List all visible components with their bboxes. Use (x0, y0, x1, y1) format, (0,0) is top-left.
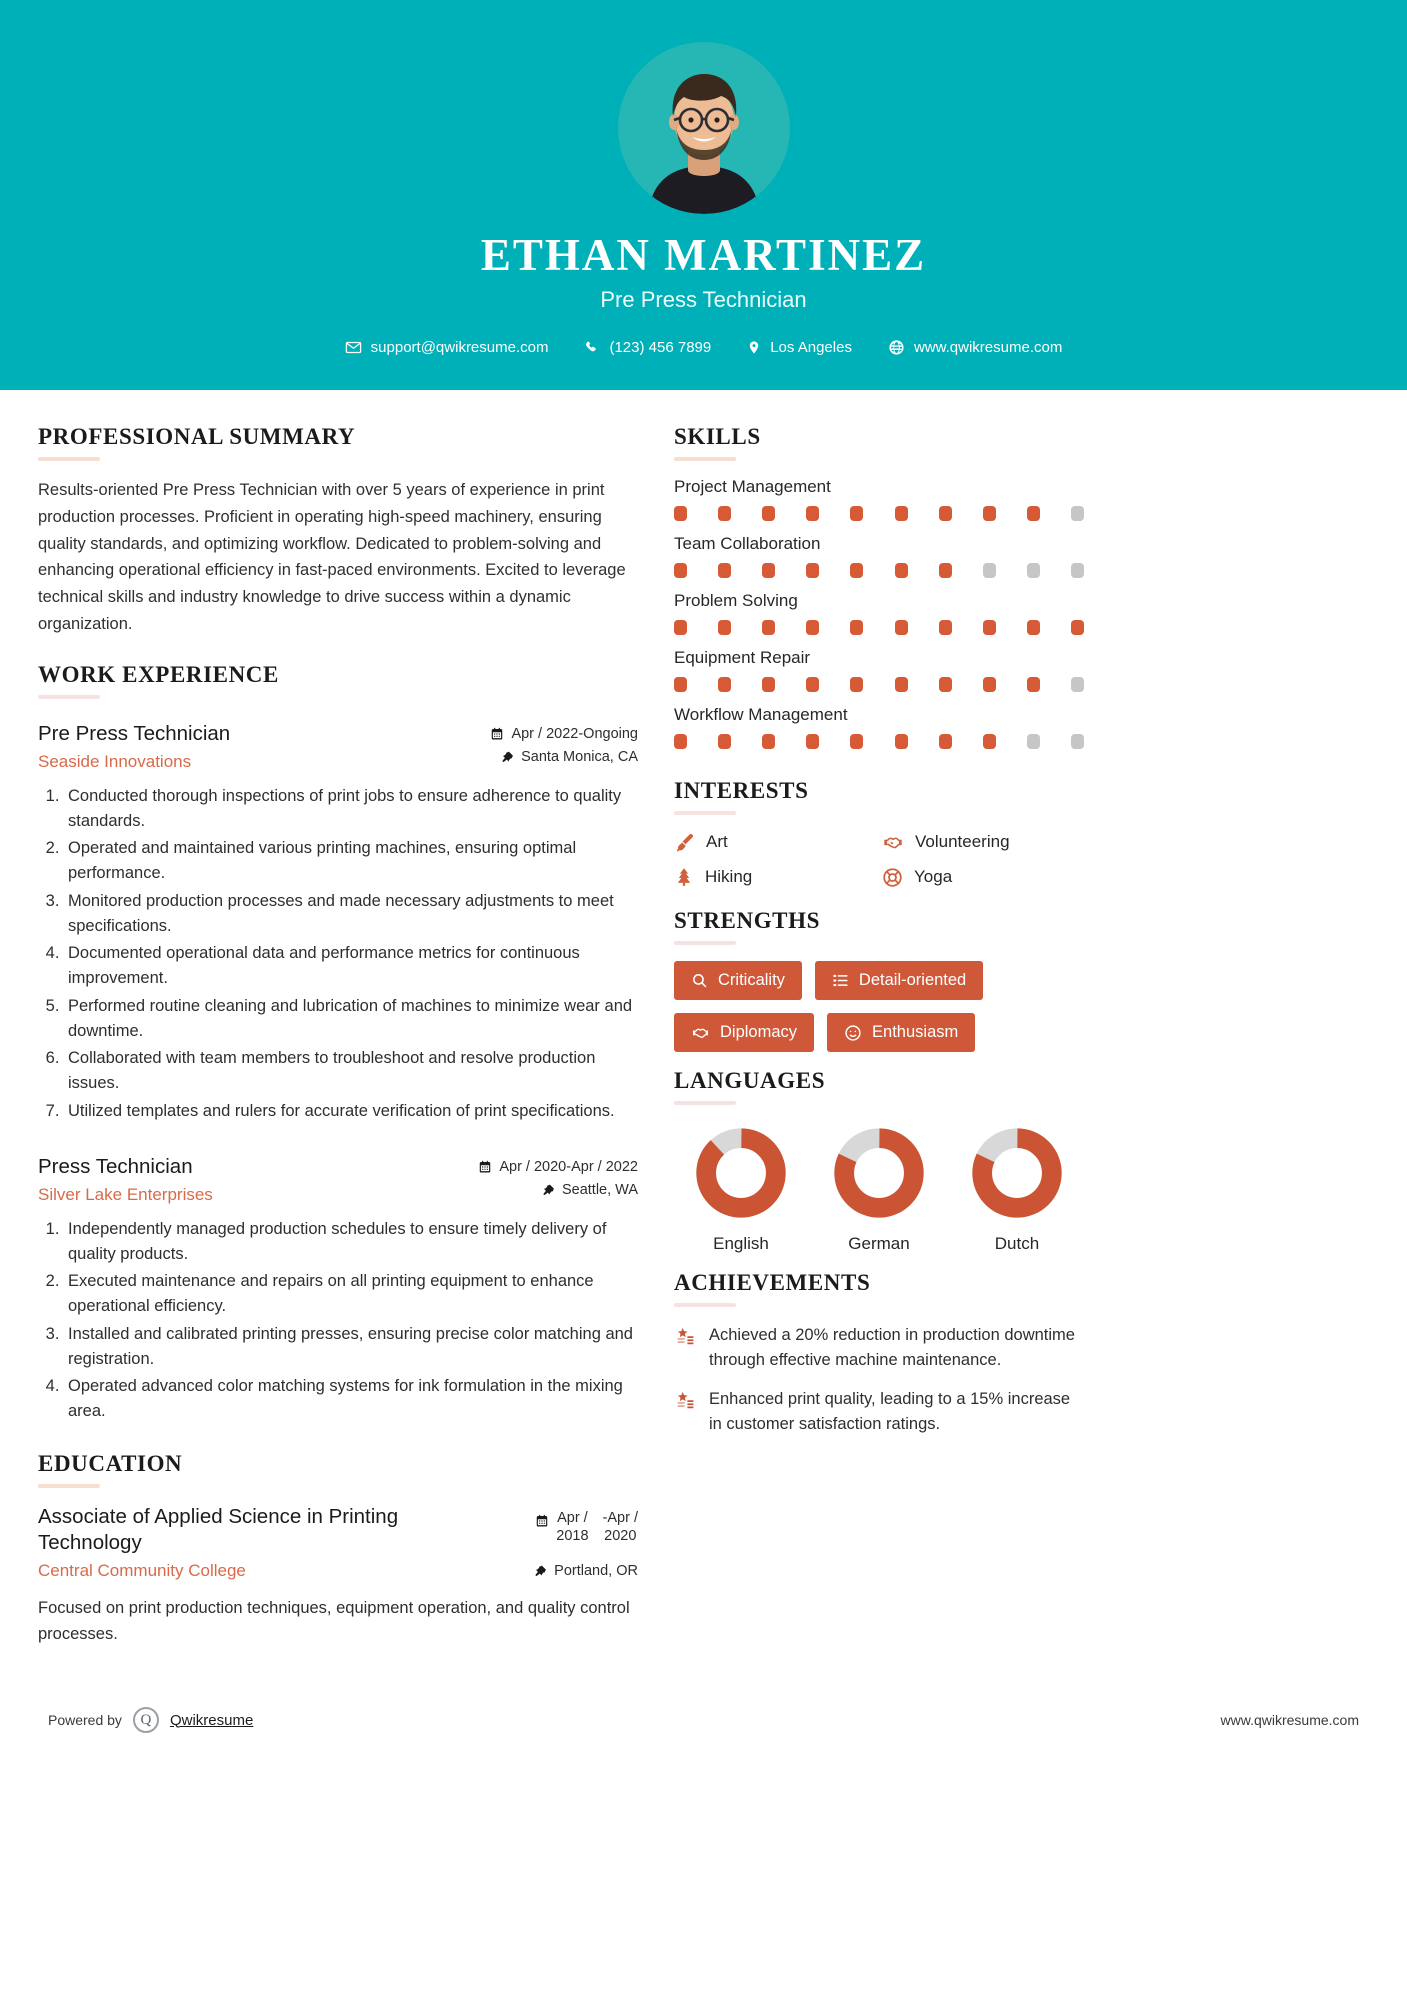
globe-icon (888, 339, 905, 356)
education-meta (534, 1504, 638, 1586)
work-meta (490, 721, 638, 772)
work-bullet: 1. Independently managed production schedules to ensure timely delivery of quality products. (64, 1217, 638, 1267)
education-location-text: Portland, OR (554, 1563, 638, 1580)
achievement-item (674, 1323, 1084, 1373)
resume-header (0, 0, 1407, 390)
strength-label: Enthusiasm (872, 1023, 959, 1042)
avatar-photo (618, 42, 790, 214)
skill-rating (674, 734, 1084, 749)
interest-label: Yoga (914, 867, 953, 887)
section-title-strengths: STRENGTHS (674, 908, 821, 934)
section-title-skills: SKILLS (674, 424, 761, 450)
work-bullet: 3. Monitored production processes and made necessary adjustments to meet specifications. (64, 889, 638, 939)
calendar-icon (535, 1514, 549, 1528)
skill-dot-filled (806, 563, 819, 578)
skill-dot-filled (718, 563, 731, 578)
work-bullet: 4. Documented operational data and performance metrics for continuous improvement. (64, 941, 638, 991)
work-dates-text: Apr / 2020-Apr / 2022 (499, 1158, 638, 1175)
language-item-english (682, 1127, 800, 1254)
skill-dot-filled (939, 677, 952, 692)
interests-grid (674, 831, 1084, 888)
star-badge-icon (674, 1390, 696, 1412)
avatar (618, 42, 790, 214)
handshake-icon (882, 831, 904, 853)
section-education (38, 1451, 638, 1647)
skill-dot-filled (895, 563, 908, 578)
skill-dot-filled (939, 620, 952, 635)
phone-icon (584, 340, 600, 356)
right-column (674, 424, 1084, 1450)
skill-dot-empty (1071, 563, 1084, 578)
skill-dot-filled (939, 734, 952, 749)
section-achievements (674, 1270, 1084, 1436)
skill-dot-filled (762, 506, 775, 521)
education-date-end-year: 2020 (604, 1527, 637, 1544)
summary-text: Results-oriented Pre Press Technician with over 5 years of experience in print production processes. Proficient in operating high-speed machinery, ensuring quality standards, and optimizing workflow. Dedicated to problem-solving and enhancing operational efficiency in fast-paced environments. Excited to leverage technical skills and industry knowledge to drive success within a dynamic organization. (38, 481, 626, 633)
left-column (38, 424, 638, 1647)
work-role: Pre Press Technician (38, 721, 231, 745)
language-item-dutch (958, 1127, 1076, 1254)
work-location (478, 1182, 638, 1198)
work-meta (478, 1154, 638, 1205)
skill-dot-empty (1027, 563, 1040, 578)
skill-dot-filled (895, 506, 908, 521)
skill-item (674, 534, 1084, 578)
education-date-start-month: Apr / (557, 1509, 588, 1526)
skill-dot-filled (1027, 506, 1040, 521)
powered-by (48, 1707, 253, 1733)
section-rule (674, 811, 736, 815)
job-title: Pre Press Technician (600, 287, 807, 313)
interest-label: Volunteering (915, 832, 1010, 852)
interest-label: Art (706, 832, 728, 852)
skill-name: Workflow Management (674, 705, 848, 725)
qwikresume-logo-letter: Q (140, 1711, 152, 1728)
work-bullets (38, 1217, 638, 1424)
skill-dot-filled (983, 734, 996, 749)
skill-dot-filled (718, 506, 731, 521)
skill-dot-filled (762, 563, 775, 578)
strength-badge-diplomacy (674, 1013, 814, 1052)
education-dates (534, 1509, 638, 1545)
section-rule (38, 457, 100, 461)
work-entry (38, 721, 638, 1124)
skill-dot-filled (806, 620, 819, 635)
contact-website-text: www.qwikresume.com (913, 339, 1063, 357)
skill-dot-filled (718, 734, 731, 749)
skill-dot-filled (806, 506, 819, 521)
work-dates (490, 726, 638, 742)
skill-dot-filled (762, 677, 775, 692)
skill-item (674, 705, 1084, 749)
skill-rating (674, 506, 1084, 521)
education-degree: Associate of Applied Science in Printing Technology (38, 1504, 399, 1555)
skill-rating (674, 677, 1084, 692)
education-date-end-month: -Apr / (602, 1509, 638, 1526)
skill-dot-filled (1027, 677, 1040, 692)
work-bullet: 3. Installed and calibrated printing presses, ensuring precise color matching and registration. (64, 1322, 638, 1372)
calendar-icon (490, 727, 504, 741)
skill-dot-filled (939, 563, 952, 578)
interest-item-art (674, 831, 876, 853)
work-dates (478, 1159, 638, 1175)
skill-item (674, 648, 1084, 692)
strength-label: Criticality (718, 971, 785, 990)
achievement-text: Enhanced print quality, leading to a 15% increase in customer satisfaction ratings. (709, 1389, 1071, 1433)
education-date-end (603, 1509, 638, 1545)
section-professional-summary (38, 424, 638, 637)
interest-item-hiking (674, 866, 876, 888)
skill-name: Problem Solving (674, 591, 798, 611)
skill-dot-filled (1071, 620, 1084, 635)
section-strengths (674, 908, 1084, 1052)
contact-email[interactable] (327, 339, 567, 356)
work-bullet: 2. Executed maintenance and repairs on all printing equipment to enhance operational efficiency. (64, 1269, 638, 1319)
lifebuoy-icon (882, 867, 903, 888)
education-date-start (556, 1509, 588, 1545)
education-entry-head (38, 1504, 638, 1586)
tree-icon (674, 866, 694, 888)
work-company: Silver Lake Enterprises (38, 1184, 213, 1204)
contact-website[interactable] (870, 339, 1080, 356)
skill-name: Project Management (674, 477, 831, 497)
work-bullet: 6. Collaborated with team members to troubleshoot and resolve production issues. (64, 1046, 638, 1096)
skill-rating (674, 563, 1084, 578)
skill-dot-filled (850, 677, 863, 692)
section-title-education: EDUCATION (38, 1450, 183, 1476)
section-languages (674, 1068, 1084, 1254)
language-donut-chart (695, 1127, 787, 1219)
interest-label: Hiking (705, 867, 753, 887)
skill-dot-filled (850, 506, 863, 521)
education-date-start-year: 2018 (556, 1527, 589, 1544)
work-bullet: 5. Performed routine cleaning and lubrication of machines to minimize wear and downtime. (64, 994, 638, 1044)
skill-dot-filled (983, 620, 996, 635)
resume-body (0, 390, 1407, 1647)
languages-list (674, 1121, 1084, 1254)
skill-dot-filled (895, 677, 908, 692)
work-entry-head (38, 721, 638, 772)
contact-location (729, 339, 870, 356)
skill-rating (674, 620, 1084, 635)
page-title: ETHAN MARTINEZ (480, 230, 927, 280)
strength-badge-enthusiasm (827, 1013, 975, 1052)
page-footer (0, 1689, 1407, 1759)
pushpin-icon (542, 1183, 555, 1197)
work-role: Press Technician (38, 1154, 193, 1178)
skill-dot-filled (895, 620, 908, 635)
work-bullet: 4. Operated advanced color matching systems for ink formulation in the mixing area. (64, 1374, 638, 1424)
calendar-icon (478, 1160, 492, 1174)
section-title-summary: PROFESSIONAL SUMMARY (38, 424, 356, 450)
qwikresume-brand-link[interactable]: Qwikresume (169, 1711, 254, 1729)
section-rule (674, 1303, 736, 1307)
section-work-experience (38, 662, 638, 1424)
skill-name: Team Collaboration (674, 534, 821, 554)
work-bullet: 1. Conducted thorough inspections of print jobs to ensure adherence to quality standards. (64, 784, 638, 834)
strength-badge-criticality (674, 961, 802, 1000)
work-entry-head (38, 1154, 638, 1205)
skill-dot-empty (1071, 506, 1084, 521)
skill-dot-filled (983, 506, 996, 521)
contact-location-text: Los Angeles (770, 339, 852, 357)
skill-dot-empty (1071, 734, 1084, 749)
skill-dot-filled (674, 620, 687, 635)
contact-email-text: support@qwikresume.com (370, 339, 549, 357)
work-bullet: 2. Operated and maintained various printing machines, ensuring optimal performance. (64, 836, 638, 886)
work-location-text: Santa Monica, CA (521, 748, 638, 765)
section-title-achievements: ACHIEVEMENTS (674, 1270, 871, 1296)
language-label: Dutch (994, 1234, 1040, 1254)
skill-dot-empty (983, 563, 996, 578)
skill-dot-filled (718, 677, 731, 692)
skill-dot-filled (806, 734, 819, 749)
powered-by-label: Powered by (48, 1712, 122, 1729)
skill-item (674, 591, 1084, 635)
work-bullet: 7. Utilized templates and rulers for accurate verification of print specifications. (64, 1099, 638, 1124)
skill-dot-filled (762, 734, 775, 749)
skill-dot-empty (1071, 677, 1084, 692)
work-dates-text: Apr / 2022-Ongoing (511, 725, 638, 742)
skill-dot-empty (1027, 734, 1040, 749)
work-entry (38, 1154, 638, 1424)
section-title-interests: INTERESTS (674, 778, 809, 804)
section-rule (674, 1101, 736, 1105)
work-bullets (38, 784, 638, 1124)
handshake-icon (691, 1023, 710, 1042)
language-item-german (820, 1127, 938, 1254)
contact-phone-text: (123) 456 7899 (609, 339, 712, 357)
smiley-icon (844, 1024, 862, 1042)
skill-name: Equipment Repair (674, 648, 811, 668)
achievement-text: Achieved a 20% reduction in production downtime through effective machine maintenance. (709, 1326, 1075, 1369)
pushpin-icon (534, 1564, 547, 1578)
strengths-list (674, 961, 1084, 1052)
skill-item (674, 477, 1084, 521)
skill-dot-filled (850, 734, 863, 749)
section-interests (674, 778, 1084, 888)
map-pin-icon (747, 339, 761, 356)
education-description: Focused on print production techniques, equipment operation, and quality control processes. (38, 1599, 630, 1643)
pushpin-icon (501, 750, 514, 764)
education-location (534, 1563, 638, 1579)
skill-dot-filled (895, 734, 908, 749)
work-location (490, 749, 638, 765)
work-location-text: Seattle, WA (561, 1181, 638, 1198)
skill-dot-filled (762, 620, 775, 635)
language-donut-chart (833, 1127, 925, 1219)
skill-dot-filled (939, 506, 952, 521)
envelope-icon (345, 339, 362, 356)
education-entry (38, 1504, 638, 1647)
skill-dot-filled (674, 506, 687, 521)
strength-badge-detail-oriented (815, 961, 983, 1000)
strength-label: Detail-oriented (858, 971, 967, 990)
section-rule (38, 1484, 100, 1488)
strength-label: Diplomacy (720, 1023, 798, 1042)
qwikresume-logo-icon (133, 1707, 159, 1733)
skill-dot-filled (850, 620, 863, 635)
skill-dot-filled (806, 677, 819, 692)
education-school: Central Community College (38, 1561, 246, 1581)
skill-dot-filled (674, 734, 687, 749)
skill-dot-filled (983, 677, 996, 692)
skill-dot-filled (718, 620, 731, 635)
skill-dot-filled (850, 563, 863, 578)
section-title-languages: LANGUAGES (674, 1068, 826, 1094)
section-rule (674, 941, 736, 945)
list-icon (832, 972, 849, 989)
star-badge-icon (674, 1326, 696, 1348)
skill-dot-filled (674, 563, 687, 578)
paintbrush-icon (674, 832, 695, 853)
section-skills (674, 424, 1084, 749)
interest-item-yoga (882, 866, 1084, 888)
contact-phone[interactable] (566, 339, 729, 356)
section-rule (674, 457, 736, 461)
achievement-item (674, 1387, 1084, 1437)
section-title-work: WORK EXPERIENCE (38, 661, 279, 687)
skill-dot-filled (1027, 620, 1040, 635)
magnifier-icon (691, 972, 708, 989)
contact-row (0, 339, 1407, 356)
work-company: Seaside Innovations (38, 751, 192, 771)
language-label: English (713, 1234, 769, 1254)
interest-item-volunteering (882, 831, 1084, 853)
footer-url[interactable]: www.qwikresume.com (1220, 1712, 1359, 1729)
skill-dot-filled (674, 677, 687, 692)
section-rule (38, 695, 100, 699)
language-donut-chart (971, 1127, 1063, 1219)
language-label: German (848, 1234, 910, 1254)
